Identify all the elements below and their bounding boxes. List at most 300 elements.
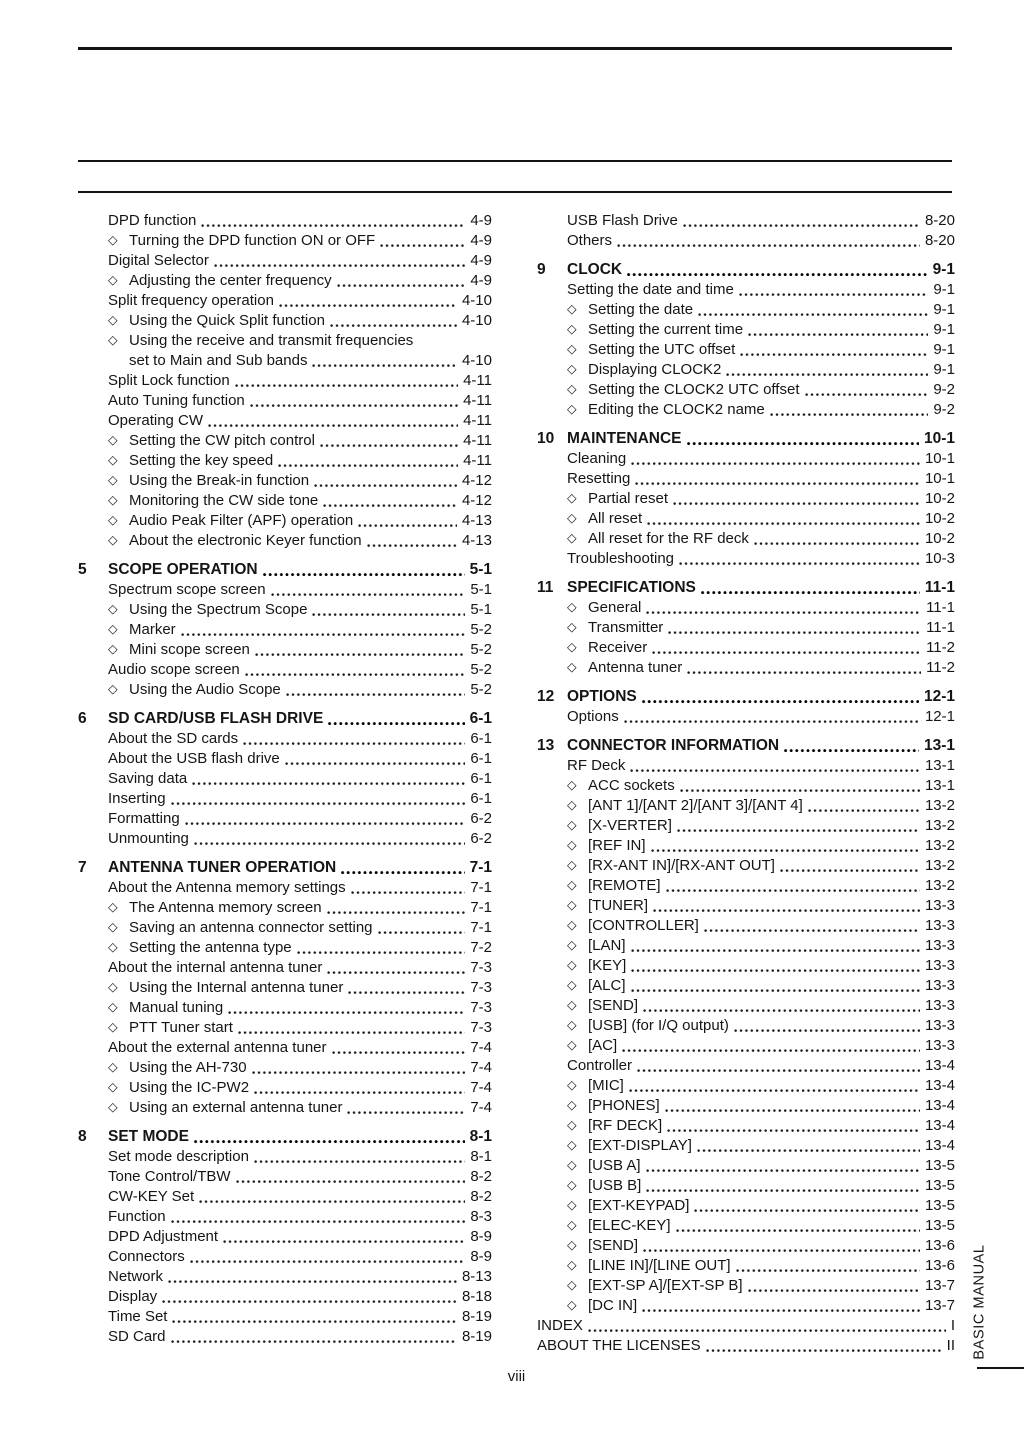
entry-label: General (588, 599, 642, 616)
dot-leader (320, 431, 458, 451)
dot-leader (312, 600, 465, 620)
page-ref: 13-4 (924, 1057, 955, 1074)
toc-entry-row (78, 471, 492, 491)
page-ref: 9-2 (933, 381, 955, 398)
dot-leader (627, 260, 927, 280)
side-tab-rule (977, 1367, 1024, 1369)
side-tab-label: BASIC MANUAL (972, 1244, 989, 1360)
entry-label: Display (108, 1288, 158, 1305)
page-ref: 9-1 (932, 261, 955, 278)
dot-leader (327, 958, 465, 978)
dot-leader (668, 618, 921, 638)
chapter-number: 9 (537, 261, 546, 278)
page-ref: 10-2 (924, 510, 955, 527)
entry-label: Operating CW (108, 412, 204, 429)
dot-leader (228, 998, 465, 1018)
entry-label: Using the Break-in function (129, 472, 310, 489)
entry-label: Receiver (588, 639, 648, 656)
diamond-icon: ◇ (567, 998, 577, 1012)
dot-leader (285, 749, 466, 769)
page-ref: 9-2 (933, 401, 955, 418)
dot-leader (624, 707, 920, 727)
entry-label: [ALC] (588, 977, 626, 994)
page-ref: 13-4 (924, 1077, 955, 1094)
entry-label: Setting the key speed (129, 452, 274, 469)
page-ref: 13-3 (924, 957, 955, 974)
diamond-icon: ◇ (567, 362, 577, 376)
toc-entry-row (537, 876, 955, 896)
toc-entry-row (537, 300, 955, 320)
diamond-icon: ◇ (108, 1000, 118, 1014)
toc-entry-row (78, 1038, 492, 1058)
page-ref: 13-5 (924, 1157, 955, 1174)
diamond-icon: ◇ (108, 682, 118, 696)
dot-leader (646, 598, 921, 618)
entry-label: [EXT-DISPLAY] (588, 1137, 692, 1154)
diamond-icon: ◇ (108, 940, 118, 954)
toc-entry-row (537, 756, 955, 776)
entry-label: Formatting (108, 810, 180, 827)
dot-leader (181, 620, 466, 640)
entry-label: [TUNER] (588, 897, 648, 914)
dot-leader (332, 1038, 466, 1058)
toc-entry-row (78, 580, 492, 600)
toc-entry-row (78, 878, 492, 898)
dot-leader (808, 796, 920, 816)
toc-column-left (78, 211, 492, 1356)
page-ref: 9-1 (933, 281, 955, 298)
toc-entry-row (537, 1236, 955, 1256)
toc-entry-row (537, 1316, 955, 1336)
toc-entry-row (78, 978, 492, 998)
entry-label: [RF DECK] (588, 1117, 663, 1134)
dot-leader (642, 1296, 920, 1316)
dot-leader (739, 280, 929, 300)
dot-leader (243, 729, 465, 749)
entry-label: INDEX (537, 1317, 583, 1334)
page-number: viii (507, 1368, 526, 1385)
entry-label: Digital Selector (108, 252, 209, 269)
entry-label: Setting the date and time (567, 281, 734, 298)
toc-chapter-row (537, 736, 955, 756)
toc-chapter-row (78, 709, 492, 729)
dot-leader (255, 640, 465, 660)
entry-label: Using the Internal antenna tuner (129, 979, 344, 996)
dot-leader (770, 400, 929, 420)
entry-label: About the internal antenna tuner (108, 959, 323, 976)
entry-label: Options (567, 708, 619, 725)
diamond-icon: ◇ (108, 453, 118, 467)
dot-leader (643, 996, 920, 1016)
diamond-icon: ◇ (567, 938, 577, 952)
diamond-icon: ◇ (567, 878, 577, 892)
page-ref: 13-2 (924, 837, 955, 854)
toc-entry-row (78, 958, 492, 978)
toc-columns (78, 211, 955, 1356)
dot-leader (245, 660, 466, 680)
entry-label: [EXT-SP A]/[EXT-SP B] (588, 1277, 743, 1294)
page-ref: 4-11 (463, 372, 492, 389)
toc-entry-row (537, 916, 955, 936)
page-ref: 13-3 (924, 977, 955, 994)
dot-leader (162, 1287, 457, 1307)
diamond-icon: ◇ (108, 622, 118, 636)
dot-leader (254, 1078, 465, 1098)
toc-entry-row (537, 231, 955, 251)
toc-entry-row (78, 918, 492, 938)
toc-entry-row (537, 956, 955, 976)
toc-chapter-row (537, 429, 955, 449)
toc-entry-row (537, 707, 955, 727)
page-ref: 9-1 (933, 301, 955, 318)
entry-label: Resetting (567, 470, 631, 487)
dot-leader (351, 878, 466, 898)
header-rule-lower (78, 191, 952, 193)
diamond-icon: ◇ (108, 533, 118, 547)
dot-leader (171, 789, 466, 809)
page-ref: 5-2 (470, 621, 492, 638)
entry-label: ANTENNA TUNER OPERATION (108, 859, 337, 876)
dot-leader (706, 1336, 942, 1356)
page-ref: 10-1 (923, 430, 955, 447)
page-ref: 4-9 (470, 272, 492, 289)
dot-leader (734, 1016, 920, 1036)
diamond-icon: ◇ (108, 642, 118, 656)
entry-label: Set mode description (108, 1148, 249, 1165)
dot-leader (748, 1276, 920, 1296)
entry-label: Setting the date (588, 301, 694, 318)
page-ref: 8-2 (470, 1168, 492, 1185)
dot-leader (676, 1216, 920, 1236)
diamond-icon: ◇ (567, 838, 577, 852)
diamond-icon: ◇ (567, 1298, 577, 1312)
toc-entry-row (78, 511, 492, 531)
toc-entry-row (78, 1018, 492, 1038)
diamond-icon: ◇ (567, 898, 577, 912)
dot-leader (367, 531, 457, 551)
dot-leader (171, 1207, 466, 1227)
entry-label: Using the IC-PW2 (129, 1079, 250, 1096)
dot-leader (680, 776, 920, 796)
dot-leader (673, 489, 920, 509)
toc-entry-row (537, 509, 955, 529)
dot-leader (378, 918, 466, 938)
dot-leader (297, 938, 466, 958)
diamond-icon: ◇ (567, 402, 577, 416)
page-ref: 8-13 (461, 1268, 492, 1285)
entry-label: [LINE IN]/[LINE OUT] (588, 1257, 731, 1274)
entry-label: Unmounting (108, 830, 189, 847)
toc-entry-row (78, 391, 492, 411)
entry-label: Others (567, 232, 613, 249)
dot-leader (235, 371, 458, 391)
entry-label: Mini scope screen (129, 641, 250, 658)
entry-label: Displaying CLOCK2 (588, 361, 722, 378)
diamond-icon: ◇ (567, 1218, 577, 1232)
entry-label: Manual tuning (129, 999, 224, 1016)
page-ref: 5-2 (470, 661, 492, 678)
dot-leader (201, 211, 465, 231)
chapter-number: 13 (537, 737, 555, 754)
dot-leader (631, 976, 920, 996)
toc-entry-row (537, 1256, 955, 1276)
diamond-icon: ◇ (567, 818, 577, 832)
chapter-number: 6 (78, 710, 87, 727)
entry-label: SET MODE (108, 1128, 189, 1145)
dot-leader (637, 1056, 920, 1076)
toc-entry-row (537, 529, 955, 549)
toc-entry-row (78, 749, 492, 769)
page-ref: 6-1 (470, 750, 492, 767)
diamond-icon: ◇ (567, 491, 577, 505)
toc-entry-row (78, 1307, 492, 1327)
toc-entry-row (537, 489, 955, 509)
toc-entry-row (78, 371, 492, 391)
page-ref: 10-3 (924, 550, 955, 567)
entry-label: [SEND] (588, 997, 639, 1014)
dot-leader (780, 856, 920, 876)
page-ref: 7-4 (470, 1059, 492, 1076)
entry-label: Troubleshooting (567, 550, 675, 567)
dot-leader (323, 491, 457, 511)
diamond-icon: ◇ (567, 1118, 577, 1132)
toc-entry-row (537, 1036, 955, 1056)
page-ref: 6-2 (470, 830, 492, 847)
diamond-icon: ◇ (108, 920, 118, 934)
entry-label: About the electronic Keyer function (129, 532, 362, 549)
entry-label: Adjusting the center frequency (129, 272, 332, 289)
entry-label: set to Main and Sub bands (129, 352, 308, 369)
entry-label: Spectrum scope screen (108, 581, 266, 598)
dot-leader (631, 956, 920, 976)
entry-label: Transmitter (588, 619, 664, 636)
page-ref: 6-1 (470, 790, 492, 807)
entry-label: CLOCK (567, 261, 623, 278)
dot-leader (236, 1167, 466, 1187)
page-ref: 4-9 (470, 252, 492, 269)
toc-entry-row (78, 789, 492, 809)
entry-label: Setting the UTC offset (588, 341, 736, 358)
page-ref: 13-4 (924, 1117, 955, 1134)
entry-label: Auto Tuning function (108, 392, 245, 409)
dot-leader (172, 1307, 457, 1327)
diamond-icon: ◇ (567, 342, 577, 356)
dot-leader (208, 411, 458, 431)
page-ref: 5-2 (470, 681, 492, 698)
dot-leader (185, 809, 466, 829)
page-ref: 4-10 (461, 292, 492, 309)
toc-entry-row (78, 211, 492, 231)
page-ref: 13-4 (924, 1137, 955, 1154)
entry-label: [REF IN] (588, 837, 646, 854)
entry-label: [USB B] (588, 1177, 642, 1194)
diamond-icon: ◇ (567, 1278, 577, 1292)
entry-label: Setting the current time (588, 321, 744, 338)
toc-entry-row (78, 998, 492, 1018)
toc-entry-row (537, 776, 955, 796)
diamond-icon: ◇ (567, 382, 577, 396)
entry-label: [RX-ANT IN]/[RX-ANT OUT] (588, 857, 775, 874)
toc-entry-row (78, 251, 492, 271)
dot-leader (630, 756, 920, 776)
top-thick-rule (78, 47, 952, 50)
diamond-icon: ◇ (567, 858, 577, 872)
diamond-icon: ◇ (567, 302, 577, 316)
toc-entry-row (537, 598, 955, 618)
toc-entry-row (78, 431, 492, 451)
diamond-icon: ◇ (567, 1158, 577, 1172)
toc-entry-row (537, 1276, 955, 1296)
toc-entry-row (537, 816, 955, 836)
dot-leader (279, 291, 457, 311)
page-ref: 4-11 (463, 432, 492, 449)
toc-entry-row (78, 331, 492, 351)
dot-leader (223, 1227, 465, 1247)
toc-entry-row (78, 411, 492, 431)
page-ref: 5-1 (470, 581, 492, 598)
diamond-icon: ◇ (567, 958, 577, 972)
dot-leader (805, 380, 929, 400)
page-ref: 8-18 (461, 1288, 492, 1305)
diamond-icon: ◇ (108, 1100, 118, 1114)
page-ref: 8-20 (924, 232, 955, 249)
entry-label: Using the receive and transmit frequencies (129, 332, 414, 349)
page-ref: 7-4 (470, 1099, 492, 1116)
dot-leader (646, 1156, 920, 1176)
toc-entry-row (78, 1098, 492, 1118)
diamond-icon: ◇ (567, 1078, 577, 1092)
diamond-icon: ◇ (567, 1178, 577, 1192)
page-ref: 7-1 (470, 899, 492, 916)
diamond-icon: ◇ (567, 778, 577, 792)
toc-chapter-row (537, 260, 955, 280)
diamond-icon: ◇ (108, 433, 118, 447)
dot-leader (199, 1187, 465, 1207)
toc-entry-row (78, 1147, 492, 1167)
entry-label: Inserting (108, 790, 166, 807)
entry-label: [ANT 1]/[ANT 2]/[ANT 3]/[ANT 4] (588, 797, 803, 814)
entry-label: Tone Control/TBW (108, 1168, 231, 1185)
diamond-icon: ◇ (108, 1020, 118, 1034)
page-ref: 8-19 (461, 1328, 492, 1345)
page-ref: 4-11 (463, 392, 492, 409)
entry-label: The Antenna memory screen (129, 899, 322, 916)
diamond-icon: ◇ (108, 233, 118, 247)
dot-leader (286, 680, 466, 700)
entry-label: About the Antenna memory settings (108, 879, 346, 896)
entry-label: About the external antenna tuner (108, 1039, 327, 1056)
page-ref: 13-7 (924, 1277, 955, 1294)
entry-label: RF Deck (567, 757, 626, 774)
toc-entry-row (78, 1327, 492, 1347)
dot-leader (254, 1147, 465, 1167)
toc-entry-row (537, 1116, 955, 1136)
dot-leader (652, 638, 921, 658)
toc-entry-row (537, 936, 955, 956)
diamond-icon: ◇ (567, 1038, 577, 1052)
entry-label: Using the Quick Split function (129, 312, 325, 329)
page-ref: 10-1 (924, 470, 955, 487)
toc-entry-row (78, 938, 492, 958)
entry-label: [REMOTE] (588, 877, 661, 894)
page-ref: 5-1 (470, 601, 492, 618)
page-ref: 13-1 (924, 777, 955, 794)
entry-label: Setting the CW pitch control (129, 432, 315, 449)
entry-label: DPD function (108, 212, 197, 229)
page-ref: 13-3 (924, 997, 955, 1014)
entry-label: Antenna tuner (588, 659, 683, 676)
entry-label: Network (108, 1268, 164, 1285)
toc-chapter-row (78, 560, 492, 580)
toc-entry-row (537, 996, 955, 1016)
toc-column-right (537, 211, 955, 1356)
dot-leader (629, 1076, 920, 1096)
toc-entry-row (78, 1287, 492, 1307)
page-ref: 12-1 (924, 708, 955, 725)
toc-entry-row (537, 896, 955, 916)
page-ref: 6-1 (469, 710, 492, 727)
page-ref: 13-2 (924, 877, 955, 894)
dot-leader (192, 769, 465, 789)
toc-entry-row (537, 638, 955, 658)
page-ref: 4-10 (461, 352, 492, 369)
entry-label: All reset (588, 510, 643, 527)
toc-entry-row (78, 1247, 492, 1267)
toc-entry-row (537, 211, 955, 231)
diamond-icon: ◇ (567, 322, 577, 336)
dot-leader (314, 471, 457, 491)
page-ref: 13-3 (924, 1017, 955, 1034)
diamond-icon: ◇ (567, 600, 577, 614)
toc-entry-row (537, 1336, 955, 1356)
toc-entry-row (78, 351, 492, 371)
entry-label: ABOUT THE LICENSES (537, 1337, 701, 1354)
page-ref: I (950, 1317, 955, 1334)
entry-label: ACC sockets (588, 777, 675, 794)
entry-label: [PHONES] (588, 1097, 660, 1114)
page-ref: 7-1 (469, 859, 492, 876)
entry-label: Audio scope screen (108, 661, 240, 678)
toc-entry-row (537, 618, 955, 638)
toc-entry-row (537, 1216, 955, 1236)
toc-entry-row (537, 469, 955, 489)
entry-label: Editing the CLOCK2 name (588, 401, 765, 418)
diamond-icon: ◇ (567, 640, 577, 654)
dot-leader (194, 829, 465, 849)
diamond-icon: ◇ (108, 900, 118, 914)
dot-leader (190, 1247, 466, 1267)
entry-label: Turning the DPD function ON or OFF (129, 232, 376, 249)
diamond-icon: ◇ (567, 1098, 577, 1112)
dot-leader (250, 391, 458, 411)
toc-entry-row (537, 1016, 955, 1036)
dot-leader (784, 736, 919, 756)
diamond-icon: ◇ (567, 1238, 577, 1252)
diamond-icon: ◇ (567, 511, 577, 525)
page-ref: 13-3 (924, 1037, 955, 1054)
dot-leader (622, 1036, 920, 1056)
page-ref: 13-1 (923, 737, 955, 754)
dot-leader (358, 511, 457, 531)
toc-entry-row (78, 291, 492, 311)
page-ref: 6-2 (470, 810, 492, 827)
entry-label: Audio Peak Filter (APF) operation (129, 512, 354, 529)
toc-chapter-row (537, 687, 955, 707)
entry-label: Using the AH-730 (129, 1059, 247, 1076)
entry-label: [MIC] (588, 1077, 624, 1094)
entry-label: [DC IN] (588, 1297, 638, 1314)
toc-entry-row (537, 380, 955, 400)
